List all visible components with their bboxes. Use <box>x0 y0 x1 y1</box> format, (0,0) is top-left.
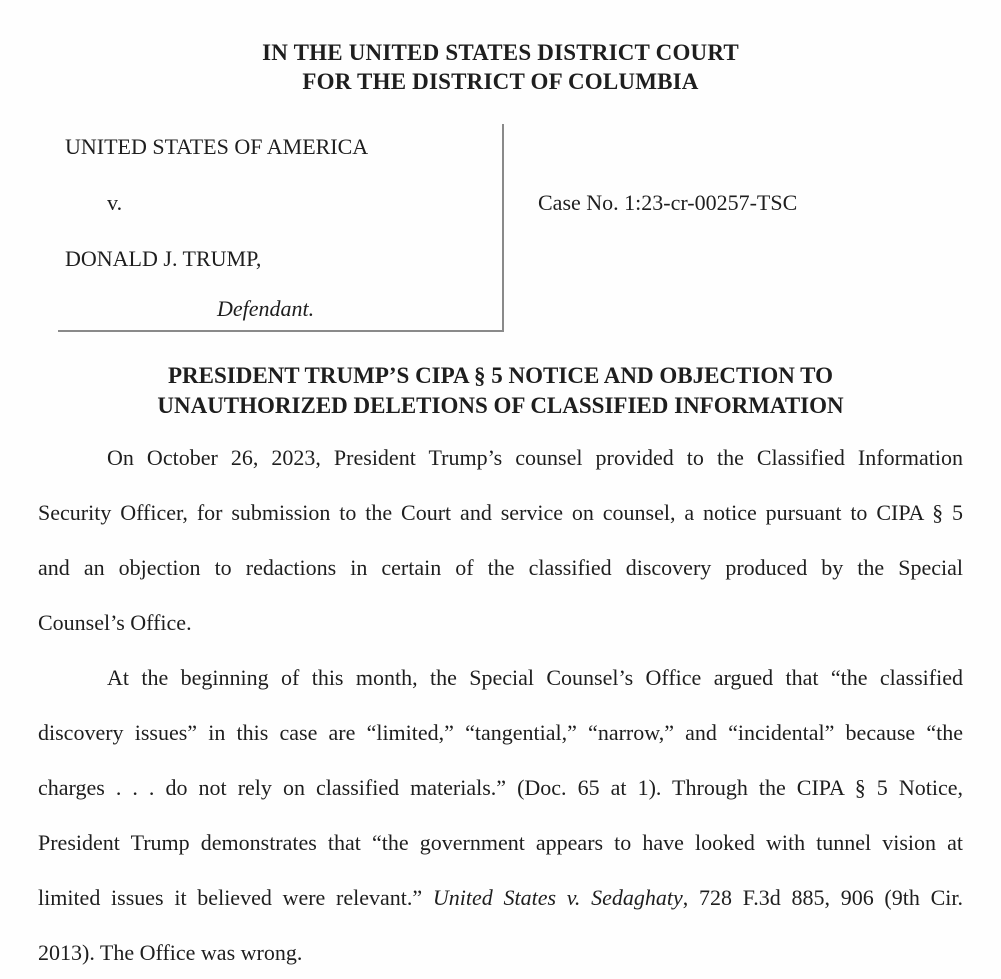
document-title-line2: UNAUTHORIZED DELETIONS OF CLASSIFIED INFORMATION <box>157 393 844 418</box>
document-body <box>38 430 963 979</box>
caption-plaintiff: UNITED STATES OF AMERICA <box>65 134 369 159</box>
caption-defendant-label: Defendant. <box>217 296 315 321</box>
court-header <box>0 38 1001 96</box>
document-title-line1: PRESIDENT TRUMP’S CIPA § 5 NOTICE AND OBJECTION TO <box>167 363 833 388</box>
body-paragraph1-line4: Counsel’s Office. <box>38 610 192 635</box>
citation-pre-text: limited issues it believed were relevant.” <box>38 885 433 910</box>
body-paragraph2-line3: charges . . . do not rely on classified materials.” (Doc. 65 at 1). Through the CIPA § 5 Notice, <box>38 775 963 800</box>
body-paragraph1-line2: Security Officer, for submission to the Court and service on counsel, a notice pursuant to CIPA § 5 <box>38 500 963 525</box>
body-paragraph1-line1: On October 26, 2023, President Trump’s counsel provided to the Classified Information <box>107 445 963 470</box>
caption-versus: v. <box>107 190 123 215</box>
body-paragraph2-line5 <box>38 870 963 925</box>
court-name-line2: FOR THE DISTRICT OF COLUMBIA <box>302 69 699 94</box>
case-number: Case No. 1:23-cr-00257-TSC <box>538 190 798 215</box>
body-paragraph2-line6: 2013). The Office was wrong. <box>38 940 303 965</box>
caption-vertical-rule <box>502 124 504 332</box>
case-citation: United States v. Sedaghaty <box>432 885 683 910</box>
caption-defendant-name: DONALD J. TRUMP, <box>65 246 262 271</box>
body-paragraph2-line1: At the beginning of this month, the Special Counsel’s Office argued that “the classified <box>107 665 963 690</box>
body-paragraph2-line2: discovery issues” in this case are “limited,” “tangential,” “narrow,” and “incidental” because “the <box>38 720 963 745</box>
caption-horizontal-rule <box>58 330 504 332</box>
body-paragraph1-line3: and an objection to redactions in certain of the classified discovery produced by the Special <box>38 555 963 580</box>
body-paragraph2-line4: President Trump demonstrates that “the government appears to have looked with tunnel vision at <box>38 830 963 855</box>
citation-post-text: , 728 F.3d 885, 906 (9th Cir. <box>682 885 964 910</box>
court-name-line1: IN THE UNITED STATES DISTRICT COURT <box>262 40 739 65</box>
document-title <box>0 361 1001 421</box>
